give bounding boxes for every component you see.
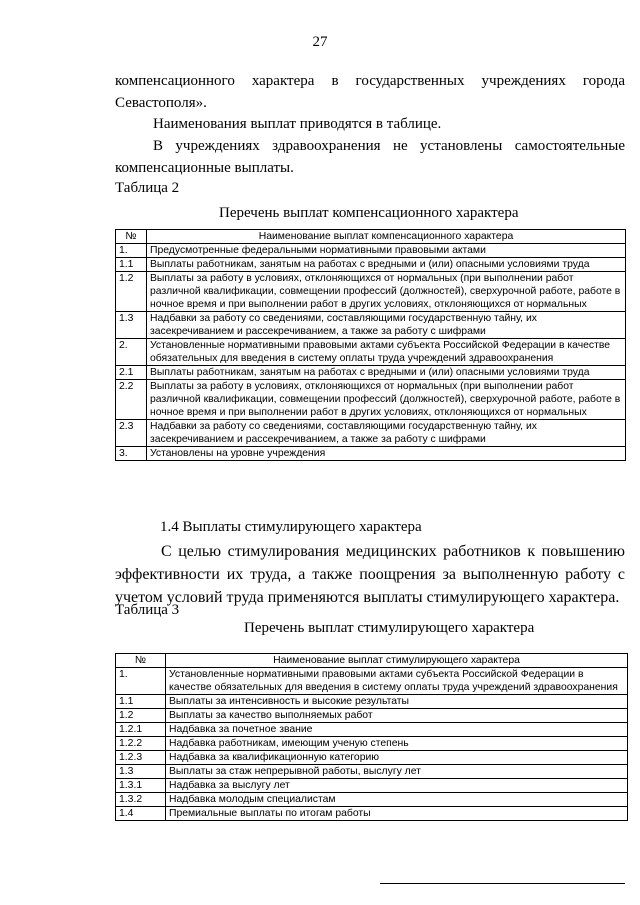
table2-row-num: 1.3 [116,312,147,339]
table3-row-text: Надбавка работникам, имеющим ученую степень [166,737,628,751]
table2-row-num: 2.3 [116,420,147,447]
table2-row [116,366,626,380]
section-heading: 1.4 Выплаты стимулирующего характера [160,519,422,535]
table3-row-text: Выплаты за интенсивность и высокие результаты [166,695,628,709]
table2-row-num: 1. [116,244,147,258]
table3-header-num: № [116,654,166,668]
table3-title: Перечень выплат стимулирующего характера [244,620,535,636]
table2-row [116,312,626,339]
table2-row [116,339,626,366]
table3-row [116,737,628,751]
table2-row-text: Выплаты работникам, занятым на работах с вредными и (или) опасными условиями труда [147,366,626,380]
table2-row [116,420,626,447]
table3-row [116,751,628,765]
table3-row [116,695,628,709]
table3-row-num: 1.2.1 [116,723,166,737]
table3 [115,653,628,821]
table3-row-num: 1.2 [116,709,166,723]
table3-row-num: 1.2.2 [116,737,166,751]
section-paragraph: С целью стимулирования медицинских работников к повышению эффективности их труда, а также поощрения за выполненную работу с учетом условий труда применяются выплаты стимулирующего характера. [115,543,625,606]
table2-row-text: Надбавки за работу со сведениями, составляющими государственную тайну, их засекречиванием и рассекречиванием, а также за работу с шифрами [147,420,626,447]
table2 [115,229,626,461]
table2-row-text: Надбавки за работу со сведениями, составляющими государственную тайну, их засекречиванием и рассекречиванием, а также за работу с шифрами [147,312,626,339]
table2-label: Таблица 2 [115,180,180,196]
table3-row-num: 1. [116,668,166,695]
table3-row-num: 1.4 [116,807,166,821]
table3-row-text: Выплаты за стаж непрерывной работы, выслугу лет [166,765,628,779]
table2-row [116,258,626,272]
table3-row-num: 1.3 [116,765,166,779]
table2-row-text: Выплаты работникам, занятым на работах с вредными и (или) опасными условиями труда [147,258,626,272]
table3-header-row [116,654,628,668]
table3-row-text: Премиальные выплаты по итогам работы [166,807,628,821]
intro-paragraph-3: В учреждениях здравоохранения не установлены самостоятельные компенсационные выплаты. [115,138,625,176]
intro-paragraph-2: Наименования выплат приводятся в таблице. [153,116,442,132]
table3-row [116,723,628,737]
table3-row [116,793,628,807]
table2-row-text: Выплаты за работу в условиях, отклоняющихся от нормальных (при выполнении работ различной квалификации, совмещении профессий (должностей), сверхурочной работе, работе в ночное время и при выполнении работ в других условиях, отклоняющихся от нормальных [147,380,626,420]
table2-header-row [116,230,626,244]
table3-body [116,668,628,821]
table3-row [116,668,628,695]
table3-row-text: Установленные нормативными правовыми актами субъекта Российской Федерации в качестве обязательных для введения в систему оплаты труда учреждений здравоохранения [166,668,628,695]
table2-row-text: Установлены на уровне учреждения [147,447,626,461]
table2-row-num: 1.2 [116,272,147,312]
table3-row [116,779,628,793]
table3-row [116,709,628,723]
table3-row-text: Надбавка за выслугу лет [166,779,628,793]
table3-row-num: 1.1 [116,695,166,709]
table2-row-num: 2.2 [116,380,147,420]
table3-row-num: 1.3.1 [116,779,166,793]
table2-row [116,380,626,420]
table2-body [116,244,626,461]
table3-row-text: Надбавка за почетное звание [166,723,628,737]
table3-row-text: Выплаты за качество выполняемых работ [166,709,628,723]
table2-row-num: 2.1 [116,366,147,380]
table2-row-num: 1.1 [116,258,147,272]
table2-row-num: 2. [116,339,147,366]
table2-row-text: Предусмотренные федеральными нормативными правовыми актами [147,244,626,258]
table3-row-text: Надбавка молодым специалистам [166,793,628,807]
table3-header-name: Наименование выплат стимулирующего характера [166,654,628,668]
table3-label: Таблица 3 [115,602,180,618]
table3-row-num: 1.3.2 [116,793,166,807]
table2-row [116,447,626,461]
table3-row-num: 1.2.3 [116,751,166,765]
table3-row [116,765,628,779]
table2-row-text: Установленные нормативными правовыми актами субъекта Российской Федерации в качестве обязательных для введения в систему оплаты труда учреждений здравоохранения [147,339,626,366]
table2-row-text: Выплаты за работу в условиях, отклоняющихся от нормальных (при выполнении работ различной квалификации, совмещении профессий (должностей), сверхурочной работе, работе в ночное время и при выполнении работ в других условиях, отклоняющихся от нормальных [147,272,626,312]
table2-header-name: Наименование выплат компенсационного характера [147,230,626,244]
table2-row [116,244,626,258]
table2-row-num: 3. [116,447,147,461]
footer-rule [380,883,625,884]
table2-row [116,272,626,312]
intro-paragraph-1: компенсационного характера в государственных учреждениях города Севастополя». [115,73,625,111]
table2-title: Перечень выплат компенсационного характера [219,205,519,221]
table2-header-num: № [116,230,147,244]
table3-row-text: Надбавка за квалификационную категорию [166,751,628,765]
page-number: 27 [312,34,328,50]
table3-row [116,807,628,821]
